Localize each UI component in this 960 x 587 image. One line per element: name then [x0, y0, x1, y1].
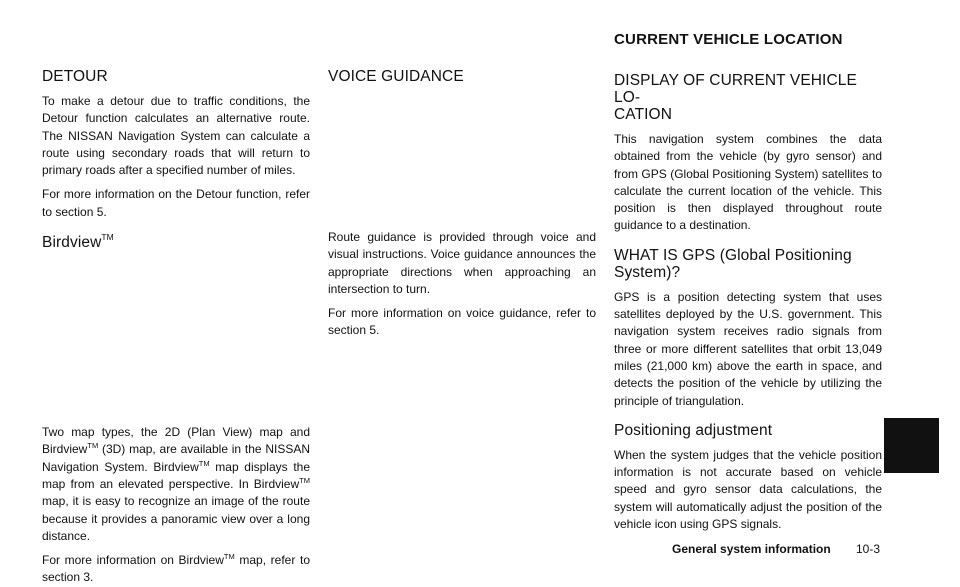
footer-page-number: 10-3 — [856, 542, 881, 556]
birdview-paragraph-2: For more information on Birdview™ map, refer to section 3. — [42, 552, 310, 585]
column-left — [42, 68, 310, 587]
column-right — [614, 72, 882, 533]
positioning-paragraph-1: When the system judges that the vehicle position information is not accurate based on vehicle speed and gyro sensor data calculations, the system will automatically adjust the position of the vehicle icon using GPS signals. — [614, 447, 882, 532]
gps-paragraph-1: GPS is a position detecting system that uses satellites deployed by the U.S. government. This navigation system receives radio signals from three or more different satellites that orbit 13,049 miles (21,000 km) above the earth in space, and detects the position of the vehicle by utilizing the principle of triangulation. — [614, 289, 882, 408]
detour-paragraph-2: For more information on the Detour function, refer to section 5. — [42, 187, 310, 219]
heading-birdview: Birdview™ — [42, 232, 114, 252]
footer-section-title: General system information — [672, 542, 831, 556]
voice-paragraph-2: For more information on voice guidance, refer to section 5. — [328, 306, 596, 338]
detour-paragraph-1: To make a detour due to traffic conditions, the Detour function calculates an alternative route. The NISSAN Navigation System can calculate a route using secondary roads that will return to primary roads after a specified number of miles. — [42, 94, 310, 178]
display-paragraph-1: This navigation system combines the data obtained from the vehicle (by gyro sensor) and from GPS (Global Positioning System) satellites to calculate the current location of the vehicle. This position is then displayed throughout route guidance to a destination. — [614, 132, 882, 233]
section-thumb-tab — [884, 418, 939, 473]
heading-voice-guidance: VOICE GUIDANCE — [328, 68, 464, 85]
heading-positioning-adjustment: Positioning adjustment — [614, 421, 773, 439]
column-middle — [328, 68, 596, 340]
birdview-paragraph-1: Two map types, the 2D (Plan View) map and Birdview™ (3D) map, are available in the NISSAN Navigation System. Birdview™ map displays the map from an elevated perspective. In Birdview™ map, it is easy to recognize an image of the route because it provides a panoramic view over a long distance. — [42, 425, 310, 543]
voice-paragraph-1: Route guidance is provided through voice and visual instructions. Voice guidance announces the appropriate directions when approaching an intersection to turn. — [328, 230, 596, 296]
page-header-title: CURRENT VEHICLE LOCATION — [614, 31, 843, 48]
heading-what-is-gps: WHAT IS GPS (Global Positioning System)? — [614, 246, 852, 281]
heading-display-current-location: DISPLAY OF CURRENT VEHICLE LO- CATION — [614, 72, 857, 123]
heading-detour: DETOUR — [42, 68, 108, 85]
